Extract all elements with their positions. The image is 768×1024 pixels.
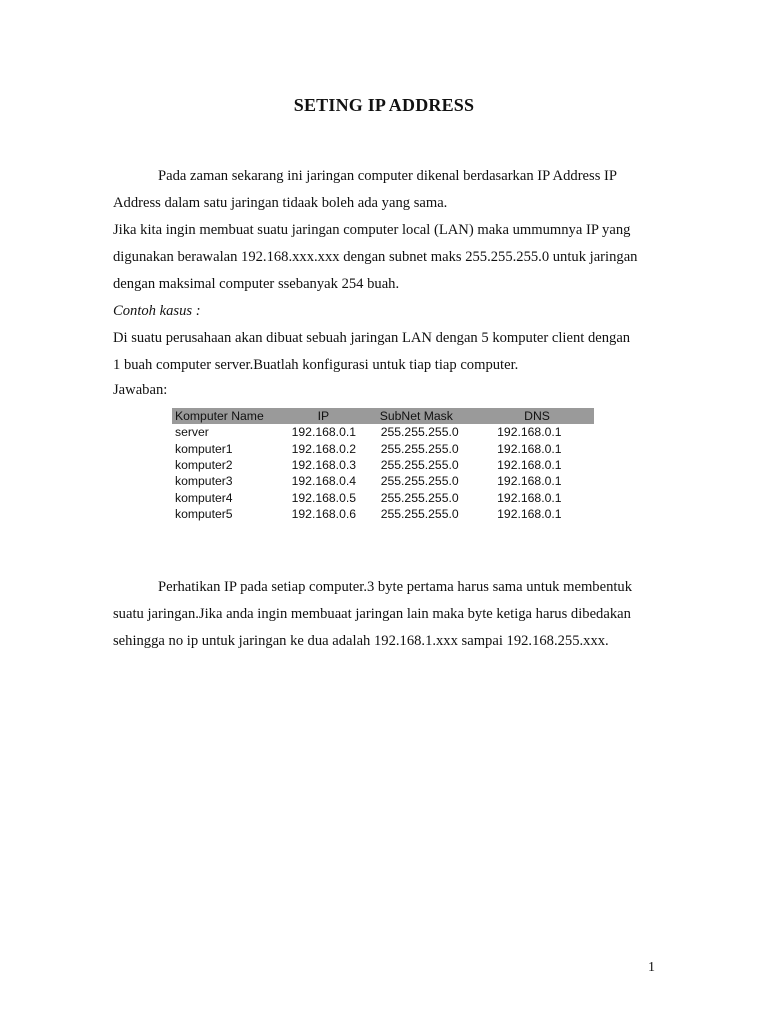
intro-line-4: digunakan berawalan 192.168.xxx.xxx dengan subnet maks 255.255.255.0 untuk jaringan [113,249,638,265]
cell-ip: 192.168.0.2 [291,441,357,456]
table-header-row [172,408,594,424]
table-row [172,506,594,522]
cell-ip: 192.168.0.3 [291,457,357,472]
cell-ip: 192.168.0.6 [291,507,357,522]
cell-name: komputer4 [175,490,233,505]
cell-name: komputer1 [175,441,233,456]
cell-ip: 192.168.0.4 [291,474,357,489]
cell-dns: 192.168.0.1 [497,490,562,505]
cell-mask: 255.255.255.0 [380,457,459,472]
table-row [172,424,594,440]
cell-mask: 255.255.255.0 [380,425,459,440]
case-line-1: Di suatu perusahaan akan dibuat sebuah jaringan LAN dengan 5 komputer client dengan [113,330,631,346]
cell-name: server [175,425,209,440]
cell-mask: 255.255.255.0 [380,507,459,522]
closing-line-2: suatu jaringan.Jika anda ingin membuaat jaringan lain maka byte ketiga harus dibedakan [113,606,631,622]
intro-line-3: Jika kita ingin membuat suatu jaringan computer local (LAN) maka ummumnya IP yang [113,222,631,238]
header-komputer-name: Komputer Name [172,408,288,424]
cell-mask: 255.255.255.0 [380,490,459,505]
table-row [172,473,594,489]
cell-dns: 192.168.0.1 [497,425,562,440]
cell-name: komputer3 [175,474,233,489]
cell-ip: 192.168.0.5 [291,490,357,505]
header-subnet-mask-label: SubNet Mask [379,409,453,423]
intro-line-5: dengan maksimal computer ssebanyak 254 buah. [113,276,400,292]
cell-dns: 192.168.0.1 [497,474,562,489]
header-subnet-mask [376,408,495,424]
case-line-2: 1 buah computer server.Buatlah konfigurasi untuk tiap tiap computer. [113,357,519,373]
cell-mask: 255.255.255.0 [380,441,459,456]
example-heading: Contoh kasus : [113,303,201,319]
table-row [172,457,594,473]
cell-dns: 192.168.0.1 [497,457,562,472]
ip-config-table [172,408,594,522]
page-title: SETING IP ADDRESS [293,95,475,115]
page-number: 1 [648,960,655,975]
intro-line-2: Address dalam satu jaringan tidaak boleh ada yang sama. [113,195,448,211]
header-dns-label: DNS [524,409,550,423]
header-dns [495,408,594,424]
closing-line-1: Perhatikan IP pada setiap computer.3 byte pertama harus sama untuk membentuk [158,579,633,595]
cell-ip: 192.168.0.1 [291,425,357,440]
cell-dns: 192.168.0.1 [497,441,562,456]
cell-dns: 192.168.0.1 [497,507,562,522]
cell-name: komputer2 [175,457,233,472]
header-ip-label: IP [317,409,330,423]
answer-label: Jawaban: [113,382,168,398]
table-row [172,440,594,456]
closing-line-3: sehingga no ip untuk jaringan ke dua adalah 192.168.1.xxx sampai 192.168.255.xxx. [113,633,609,649]
header-ip [288,408,376,424]
intro-line-1: Pada zaman sekarang ini jaringan computer dikenal berdasarkan IP Address IP [158,168,618,184]
cell-name: komputer5 [175,507,233,522]
table-row [172,490,594,506]
cell-mask: 255.255.255.0 [380,474,459,489]
